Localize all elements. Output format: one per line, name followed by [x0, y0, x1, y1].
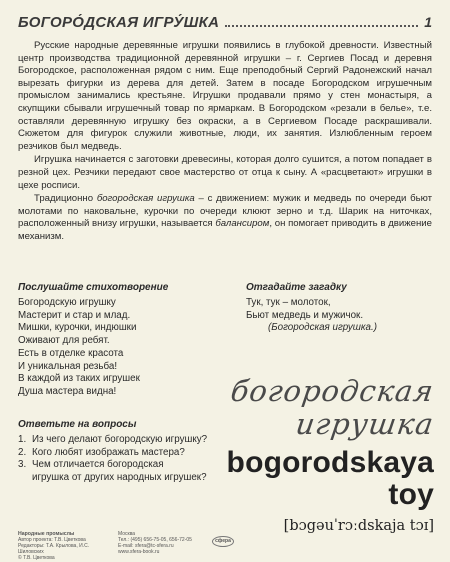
imprint-credits: [18, 531, 108, 561]
series-name: Народные промыслы: [18, 531, 75, 537]
poem-line: Есть в отделке красота: [18, 347, 124, 359]
vocab-script-word-2: игрушка: [293, 407, 437, 441]
question-text: Чем отличается богородская: [32, 459, 164, 471]
imprint-publisher: [118, 531, 198, 555]
riddle-lines: [246, 297, 436, 335]
riddle-line: Бьют медведь и мужичок.: [246, 309, 364, 321]
text-run: , он помогает приводить в движение механизм.: [18, 218, 433, 242]
text-run: Традиционно: [34, 193, 97, 205]
question-item: [18, 447, 248, 460]
poem-line: В каждой из таких игрушек: [18, 373, 140, 385]
poem-line: Душа мастера видна!: [18, 385, 117, 397]
paragraph-production: Игрушка начинается с заготовки древесины, которая долго сушится, а потом попадает в резной цех. Резчики передают свое мастерство от отца к сыну. А «расцветают» игрушки в цехе росписи.: [18, 154, 432, 191]
imprint-line: Редакторы: Т.А. Крылова, И.С. Шиловских: [18, 543, 90, 555]
poem-heading: Послушайте стихотворение: [18, 282, 169, 293]
question-text-continued: игрушка от других народных игрушек?: [32, 471, 207, 483]
page-header: [18, 14, 432, 34]
dotted-leader: [225, 25, 418, 27]
page-title: БОГОРО́ДСКАЯ ИГРУ́ШКА: [18, 14, 220, 31]
poem-line: Оживают для ребят.: [18, 335, 110, 347]
questions-list: [18, 434, 248, 484]
question-item: [18, 434, 248, 447]
poem-line: И уникальная резьба!: [18, 360, 118, 372]
imprint-line: Автор проекта: Т.В. Цветкова: [18, 537, 86, 543]
text-run-italic: богородская игрушка: [96, 193, 195, 205]
poem-lines: [18, 297, 240, 399]
publisher-logo: сфера: [212, 536, 234, 547]
poem-line: Мишки, курочки, индюшки: [18, 322, 137, 334]
riddle-heading: Отгадайте загадку: [246, 282, 347, 293]
vocab-transcription: [bɔgəuˈrɔːdskaja tɔɪ]: [283, 518, 434, 534]
imprint-line: www.sfera-book.ru: [118, 549, 160, 555]
paragraph-movement: [18, 193, 432, 243]
imprint-line: E-mail: sfera@tc-sfera.ru: [118, 543, 174, 549]
vocab-english-word-2: toy: [388, 478, 434, 511]
vocab-script-word-1: богородская: [228, 374, 437, 408]
text-run-italic: балансиром: [215, 218, 270, 230]
imprint-line: Тел.: (495) 656-75-05, 656-72-05: [118, 537, 192, 543]
riddle-line: Тук, тук – молоток,: [246, 297, 331, 308]
vocab-english-word-1: bogorodskaya: [226, 446, 434, 479]
questions-heading: Ответьте на вопросы: [18, 419, 137, 430]
questions-section: [18, 419, 248, 484]
question-text: Из чего делают богородскую игрушку?: [32, 434, 208, 445]
poem-line: Богородскую игрушку: [18, 297, 116, 308]
imprint-line: © Т.В. Цветкова: [18, 555, 55, 561]
poem-line: Мастерит и стар и млад.: [18, 309, 131, 321]
text-run: – с движением: мужик и медведь по очереди бьют молотами по наковальне, курочки по очереди клюют зерно и т.д. Шарик на ниточках, расположенный внизу игрушки, называется: [18, 193, 432, 230]
question-number: 2.: [18, 446, 27, 458]
question-number: 1.: [18, 434, 27, 445]
poem-section: [18, 282, 240, 399]
riddle-section: [246, 282, 436, 335]
question-text: Кого любят изображать мастера?: [32, 446, 185, 458]
page-number: 1: [424, 14, 432, 30]
imprint-footer: [18, 531, 438, 561]
question-item: [18, 459, 248, 472]
article-body: [18, 40, 432, 244]
imprint-line: Москва: [118, 531, 136, 537]
paragraph-history: Русские народные деревянные игрушки появились в глубокой древности. Известный центр производства традиционной деревянной игрушки – г. Сергиев Посад и деревня Богородское, расположенная рядом с ним. Еще преподобный Сергий Радонежский начал вырезать фигурки из дерева для детей. Затем в посаде Богородском игрушечным промыслом занимались крестьяне. Игрушки продавали прямо у стен монастыря, а скупщики сбывали игрушечный товар по ярмаркам. В Богородском «резали в белье», т.е. оставляли деревянную игрушку без окраски, а в Сергиевом Посаде раскрашивали. Сюжетом для фигурок служили животные, люди, их занятия. Излюбленным героем резчиков был медведь.: [18, 40, 432, 152]
riddle-answer: (Богородская игрушка.): [268, 322, 377, 334]
question-number: 3.: [18, 459, 27, 471]
